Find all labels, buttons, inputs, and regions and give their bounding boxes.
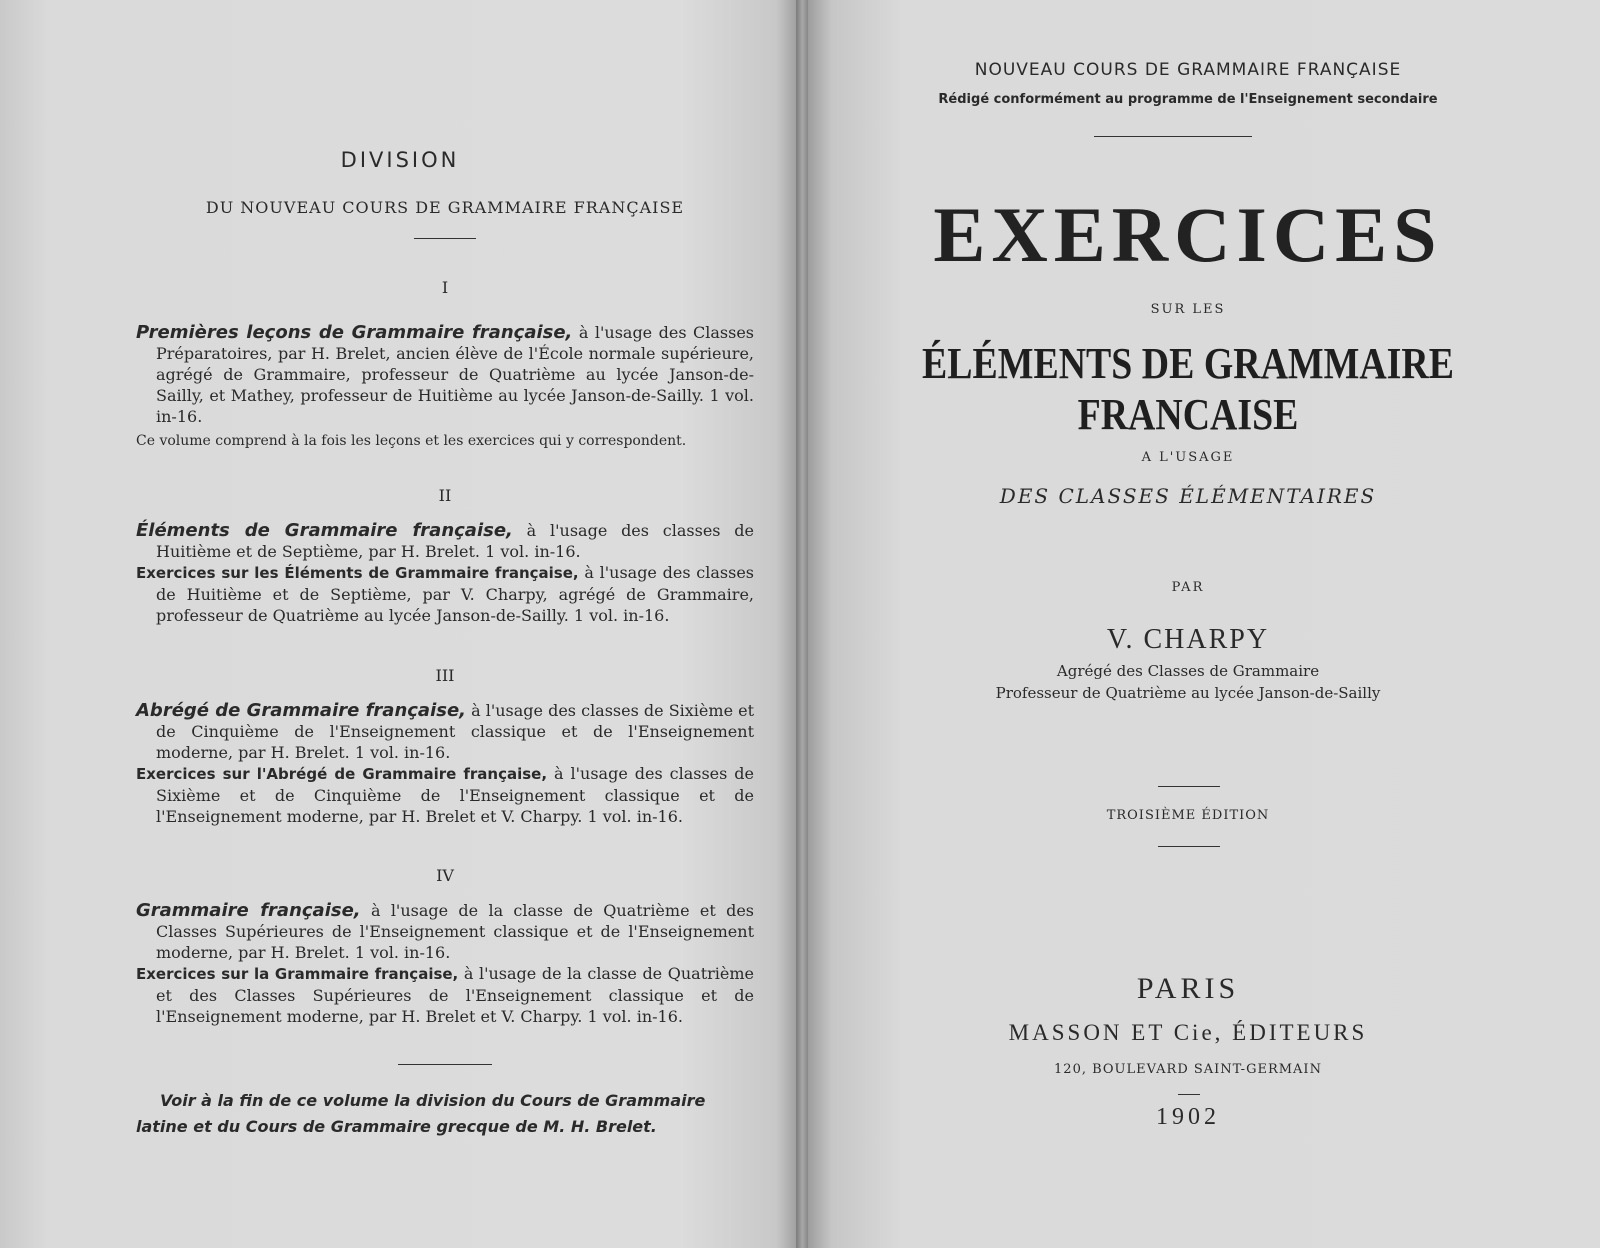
audience: DES CLASSES ÉLÉMENTAIRES bbox=[999, 484, 1377, 508]
subject-title: ÉLÉMENTS DE GRAMMAIRE FRANCAISE bbox=[922, 339, 1454, 439]
par-label: PAR bbox=[1171, 580, 1205, 595]
series-title: NOUVEAU COURS DE GRAMMAIRE FRANÇAISE bbox=[974, 60, 1402, 80]
divider bbox=[1158, 786, 1220, 787]
publication-year: 1902 bbox=[1156, 1104, 1220, 1130]
entry bbox=[136, 700, 754, 763]
edition: TROISIÈME ÉDITION bbox=[1106, 808, 1270, 823]
entry-title: Exercices sur l'Abrégé de Grammaire française, bbox=[136, 765, 548, 783]
section-4-entries bbox=[136, 900, 754, 1027]
series-subtitle: Rédigé conformément au programme de l'Enseignement secondaire bbox=[938, 92, 1438, 107]
section-3-entries bbox=[136, 700, 754, 827]
entry-text: à l'usage des classes de Sixième et de Cinquième de l'Enseignement classique et de l'Enseignement moderne, par H. Brelet. 1 vol. in-16. bbox=[156, 701, 755, 762]
entry-title: Exercices sur la Grammaire française, bbox=[136, 965, 459, 983]
entry-title: Exercices sur les Éléments de Grammaire française, bbox=[136, 564, 579, 582]
divider bbox=[1178, 1094, 1200, 1095]
section-numeral: III bbox=[435, 666, 455, 685]
sur-les-label: SUR LES bbox=[1150, 302, 1226, 317]
publisher-address: 120, BOULEVARD SAINT-GERMAIN bbox=[1054, 1062, 1322, 1077]
entry bbox=[136, 900, 754, 963]
entry bbox=[136, 963, 754, 1027]
publisher: MASSON ET Cie, ÉDITEURS bbox=[1008, 1020, 1368, 1045]
entry bbox=[136, 322, 754, 427]
entry bbox=[136, 763, 754, 827]
divider bbox=[398, 1064, 492, 1065]
author-name: V. CHARPY bbox=[1106, 624, 1270, 655]
section-numeral: I bbox=[441, 278, 449, 297]
closing-note: Voir à la fin de ce volume la division du Cours de Grammaire latine et du Cours de Grammaire grecque de M. H. Brelet. bbox=[136, 1091, 706, 1136]
entry-text: à l'usage de la classe de Quatrième et des Classes Supérieures de l'Enseignement classique et de l'Enseignement moderne, par H. Brelet et V. Charpy. 1 vol. in-16. bbox=[156, 964, 754, 1026]
section-numeral: II bbox=[438, 486, 452, 505]
entry bbox=[136, 520, 754, 562]
entry-title: Premières leçons de Grammaire française, bbox=[136, 322, 573, 343]
entry-text: à l'usage des classes de Sixième et de Cinquième de l'Enseignement classique et de l'Enseignement moderne, par H. Brelet et V. Charpy. 1 vol. in-16. bbox=[156, 764, 754, 826]
divider bbox=[1094, 136, 1252, 137]
division-subtitle: DU NOUVEAU COURS DE GRAMMAIRE FRANÇAISE bbox=[205, 198, 685, 217]
entry-title: Grammaire française, bbox=[136, 900, 361, 921]
section-numeral: IV bbox=[436, 866, 454, 885]
division-title: DIVISION bbox=[340, 148, 460, 172]
city: PARIS bbox=[1136, 972, 1240, 1005]
entry-title: Éléments de Grammaire française, bbox=[136, 520, 513, 541]
divider bbox=[1158, 846, 1220, 847]
entry bbox=[136, 562, 754, 626]
section-note: Ce volume comprend à la fois les leçons et les exercices qui y correspondent. bbox=[136, 433, 687, 449]
author-role: Professeur de Quatrième au lycée Janson-de-Sailly bbox=[995, 684, 1381, 702]
usage-label: A L'USAGE bbox=[1141, 450, 1235, 465]
entry-text: à l'usage des Classes Préparatoires, par H. Brelet, ancien élève de l'École normale supérieure, agrégé de Grammaire, professeur de Quatrième au lycée Janson-de-Sailly, et Mathey, professeur de Huitième au lycée Janson-de-Sailly. 1 vol. in-16. bbox=[156, 323, 754, 426]
entry-text: à l'usage des classes de Huitième et de Septième, par V. Charpy, agrégé de Grammaire, professeur de Quatrième au lycée Janson-de-Sailly. 1 vol. in-16. bbox=[156, 563, 754, 625]
entry-title: Abrégé de Grammaire française, bbox=[136, 700, 467, 721]
entry-text: à l'usage des classes de Huitième et de Septième, par H. Brelet. 1 vol. in-16. bbox=[156, 521, 754, 561]
divider bbox=[414, 238, 476, 239]
section-2-entries bbox=[136, 520, 754, 626]
main-title: EXERCICES bbox=[933, 191, 1443, 278]
author-role: Agrégé des Classes de Grammaire bbox=[1056, 662, 1320, 680]
section-1-entries bbox=[136, 322, 754, 452]
entry-text: à l'usage de la classe de Quatrième et des Classes Supérieures de l'Enseignement classique et de l'Enseignement moderne, par H. Brelet. 1 vol. in-16. bbox=[156, 901, 755, 962]
